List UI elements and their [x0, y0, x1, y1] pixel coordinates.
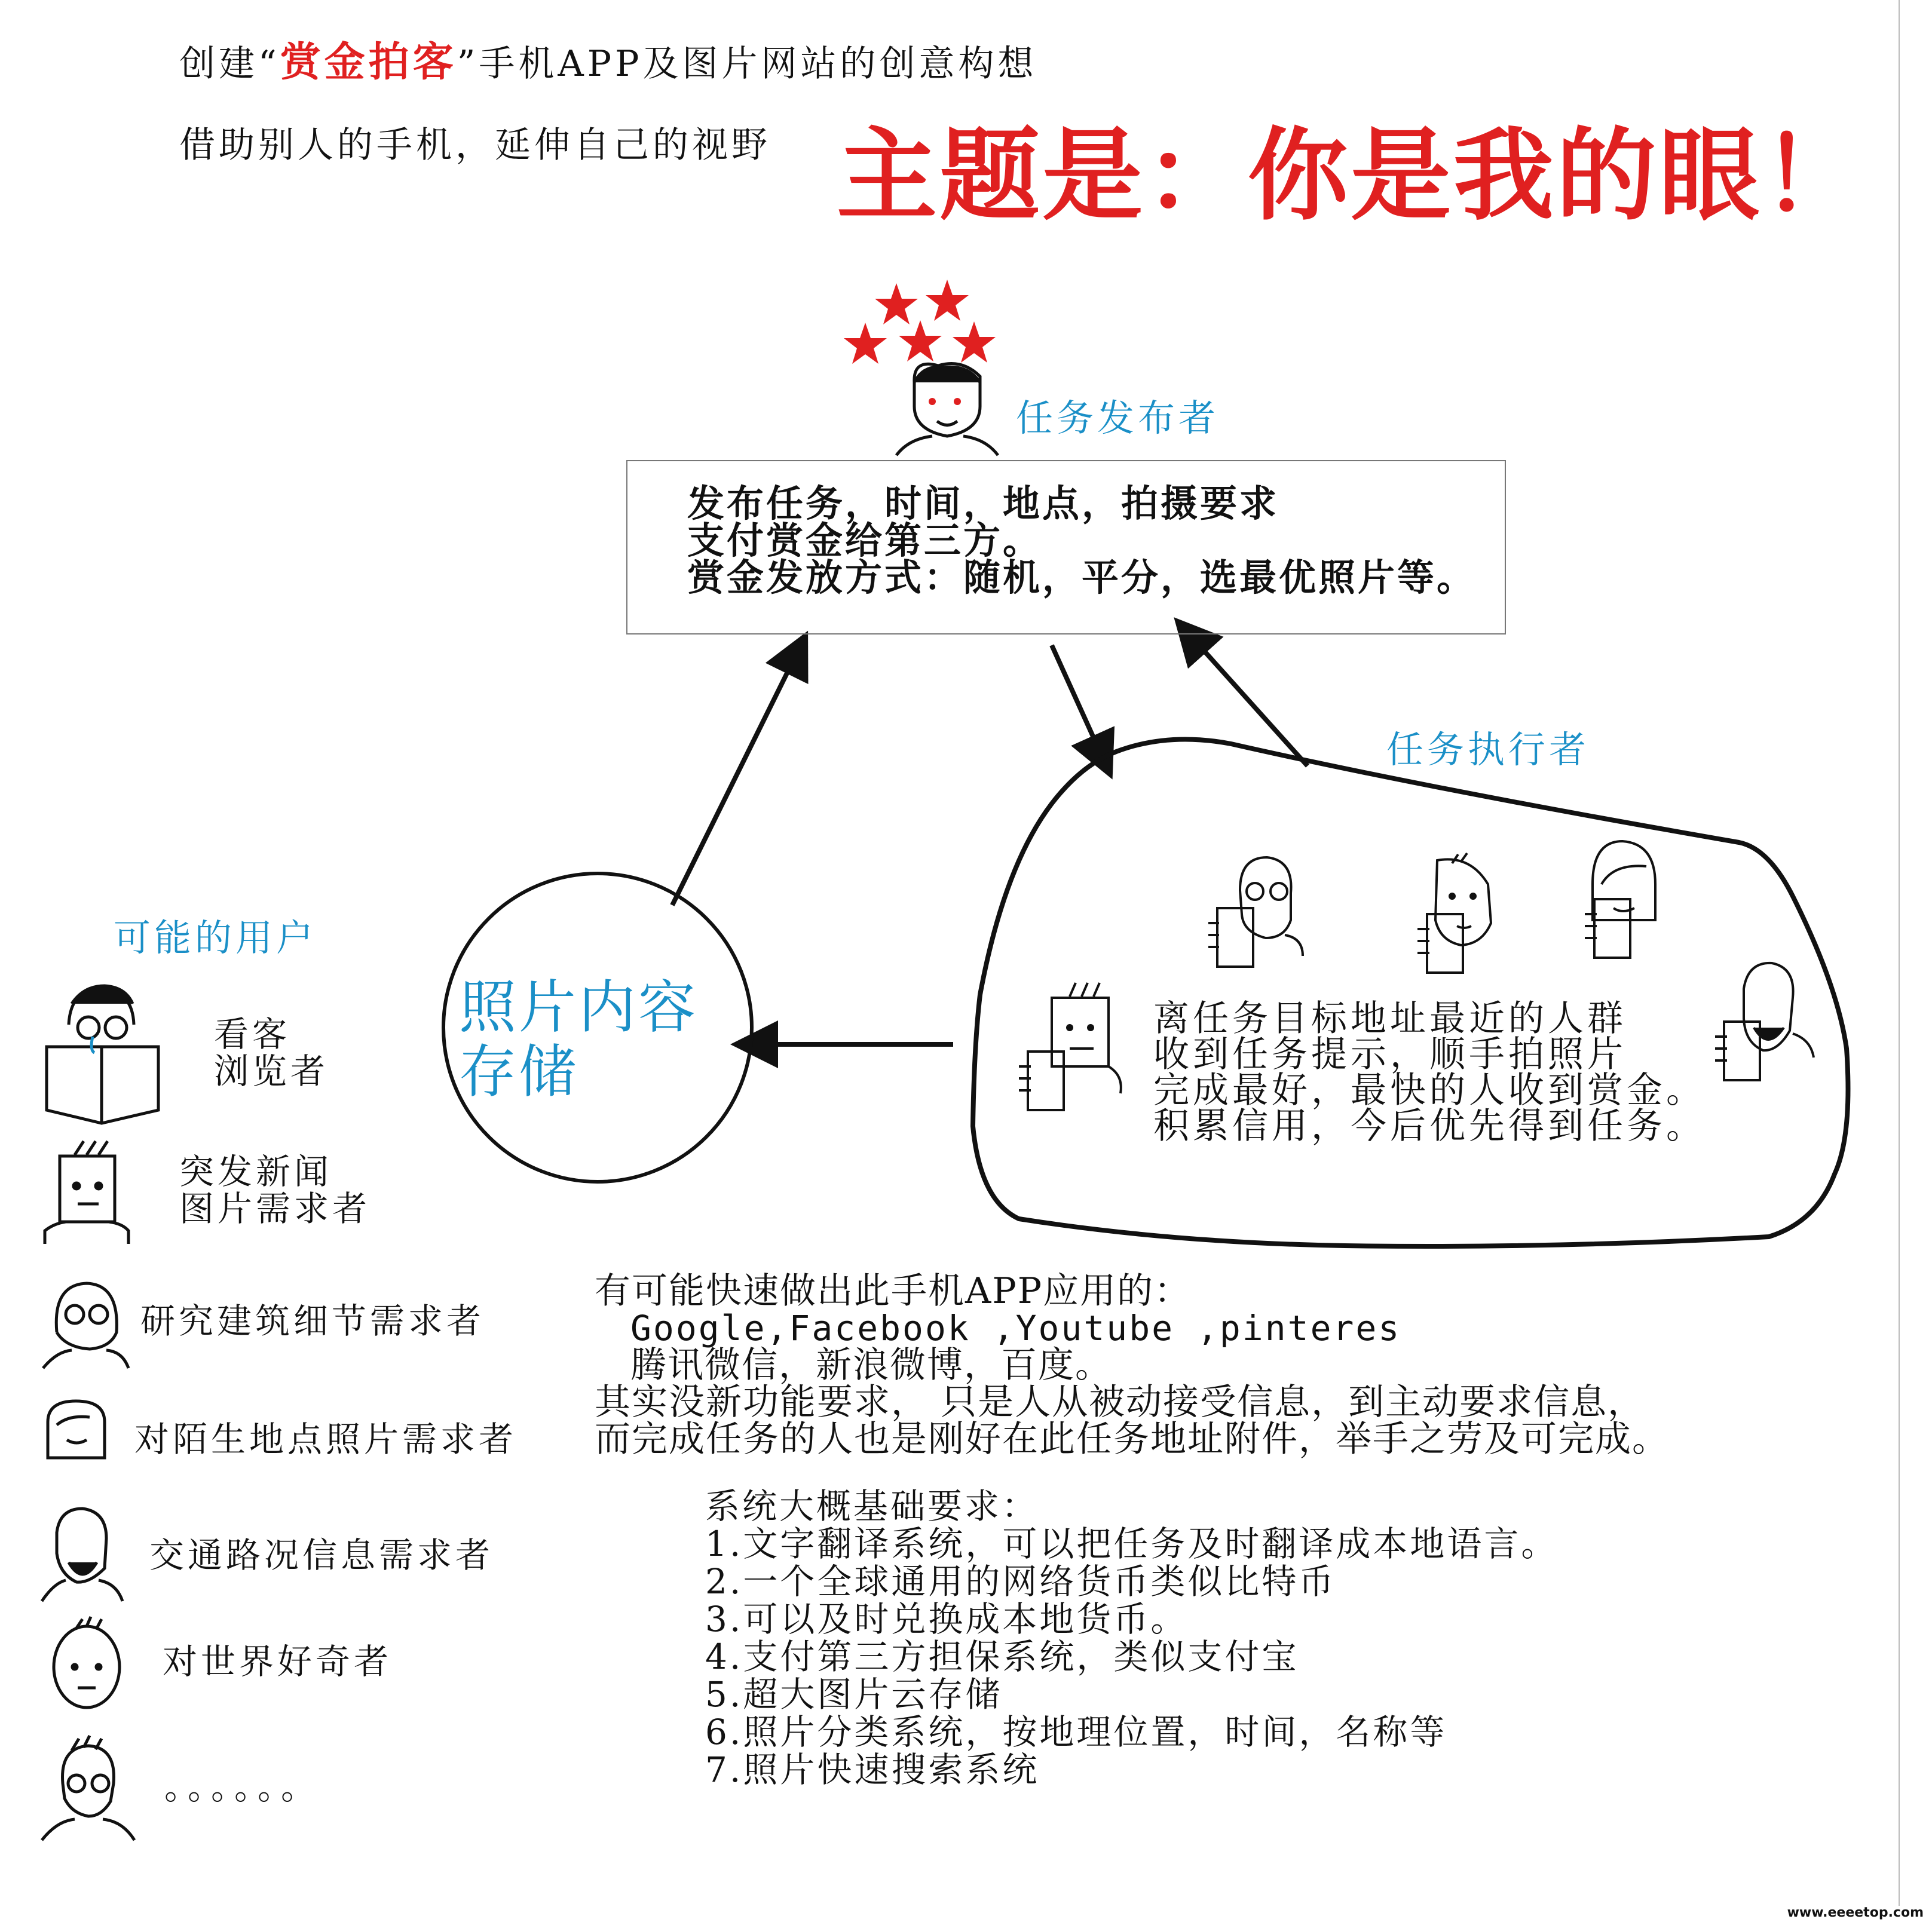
- vendors-companies-cn: 腾讯微信，新浪微博，百度。: [630, 1344, 1112, 1386]
- storage-line-1: 照片内容: [459, 974, 698, 1041]
- executor-label: 任务执行者: [1386, 728, 1590, 771]
- user-item-reader-line-2: 浏览者: [214, 1051, 329, 1092]
- executor-text: [1153, 998, 1706, 1147]
- vendors-block: [595, 1270, 1669, 1460]
- users-label: 可能的用户: [114, 916, 317, 960]
- rating-stars-icon: [844, 280, 996, 364]
- storage-line-2: 存储: [459, 1038, 578, 1105]
- executor-person-bearded-icon: [1715, 963, 1814, 1080]
- executor-person-bald-icon: [1417, 853, 1491, 973]
- user-architecture-icon: [43, 1283, 128, 1368]
- user-curious-icon: [54, 1617, 120, 1708]
- main-title: 主题是：你是我的眼！: [837, 117, 1864, 234]
- requirements-title: 系统大概基础要求：: [705, 1486, 1039, 1526]
- executor-person-glasses-icon: [1208, 857, 1303, 967]
- user-item-reader-line-1: 看客: [214, 1014, 291, 1055]
- user-item-news-line-1: 突发新闻: [179, 1151, 333, 1192]
- vendors-note-1: 其实没新功能要求， 只是人从被动接受信息，到主动要求信息，: [595, 1381, 1645, 1423]
- publisher-avatar-icon: [896, 364, 998, 455]
- executor-outline: [973, 739, 1848, 1246]
- arrow-publisher-to-executor: [1052, 645, 1109, 771]
- user-item-news-line-2: 图片需求者: [179, 1188, 371, 1229]
- publisher-text: [687, 482, 1477, 599]
- executor-line-1: 离任务目标地址最近的人群: [1153, 998, 1627, 1040]
- header-line-2: 借助别人的手机，延伸自己的视野: [179, 124, 771, 166]
- executor-person-square-head-icon: [1019, 983, 1121, 1110]
- user-traffic-icon: [42, 1509, 123, 1601]
- publisher-line-1: 发布任务，时间，地点，拍摄要求: [687, 482, 1279, 525]
- watermark: www.eeeetop.com: [1787, 1905, 1924, 1920]
- user-item-traffic: 交通路况信息需求者: [149, 1535, 494, 1575]
- requirement-item-7: 7.照片快速搜索系统: [705, 1749, 1040, 1790]
- publisher-label: 任务发布者: [1016, 396, 1220, 440]
- user-more-icon: [42, 1736, 134, 1840]
- storage-label: [459, 975, 698, 1104]
- vendors-intro: 有可能快速做出此手机APP应用的：: [595, 1270, 1192, 1312]
- user-item-reader: [214, 1016, 329, 1090]
- requirement-item-1: 1.文字翻译系统，可以把任务及时翻译成本地语言。: [705, 1524, 1559, 1564]
- requirement-item-5: 5.超大图片云存储: [705, 1674, 1003, 1715]
- user-item-curious: 对世界好奇者: [163, 1641, 393, 1682]
- header-suffix: ”手机APP及图片网站的创意构想: [457, 43, 1037, 85]
- flow-arrows: [672, 624, 1308, 1044]
- user-news-icon: [45, 1141, 128, 1244]
- requirement-item-3: 3.可以及时兑换成本地货币。: [705, 1599, 1188, 1639]
- requirement-item-4: 4.支付第三方担保系统，类似支付宝: [705, 1636, 1299, 1677]
- executor-line-4: 积累信用，今后优先得到任务。: [1153, 1105, 1706, 1147]
- vendors-companies-en: Google,Facebook ,Youtube ,pinteres: [630, 1308, 1401, 1348]
- header-accent: 赏金拍客: [280, 39, 457, 86]
- user-item-architecture: 研究建筑细节需求者: [140, 1301, 485, 1341]
- requirement-item-2: 2.一个全球通用的网络货币类似比特币: [705, 1561, 1336, 1602]
- requirements-block: [705, 1488, 1558, 1789]
- user-item-news: [179, 1153, 371, 1227]
- arrow-storage-to-publisher: [672, 639, 804, 905]
- user-reader-icon: [47, 986, 158, 1123]
- user-item-more: 。。。。。。: [164, 1767, 322, 1807]
- requirement-item-6: 6.照片分类系统，按地理位置，时间，名称等: [705, 1712, 1447, 1752]
- user-item-unfamiliar-place: 对陌生地点照片需求者: [134, 1419, 518, 1460]
- publisher-line-3: 赏金发放方式：随机，平分，选最优照片等。: [687, 556, 1477, 599]
- publisher-line-2: 支付赏金给第三方。: [687, 519, 1043, 562]
- vendors-note-2: 而完成任务的人也是刚好在此任务地址附件，举手之劳及可完成。: [595, 1418, 1669, 1460]
- user-unfamiliar-place-icon: [48, 1401, 105, 1458]
- executor-line-3: 完成最好，最快的人收到赏金。: [1153, 1069, 1706, 1111]
- executor-person-bob-hair-icon: [1585, 841, 1655, 958]
- executor-line-2: 收到任务提示，顺手拍照片: [1153, 1034, 1627, 1075]
- header-prefix: 创建“: [179, 43, 280, 85]
